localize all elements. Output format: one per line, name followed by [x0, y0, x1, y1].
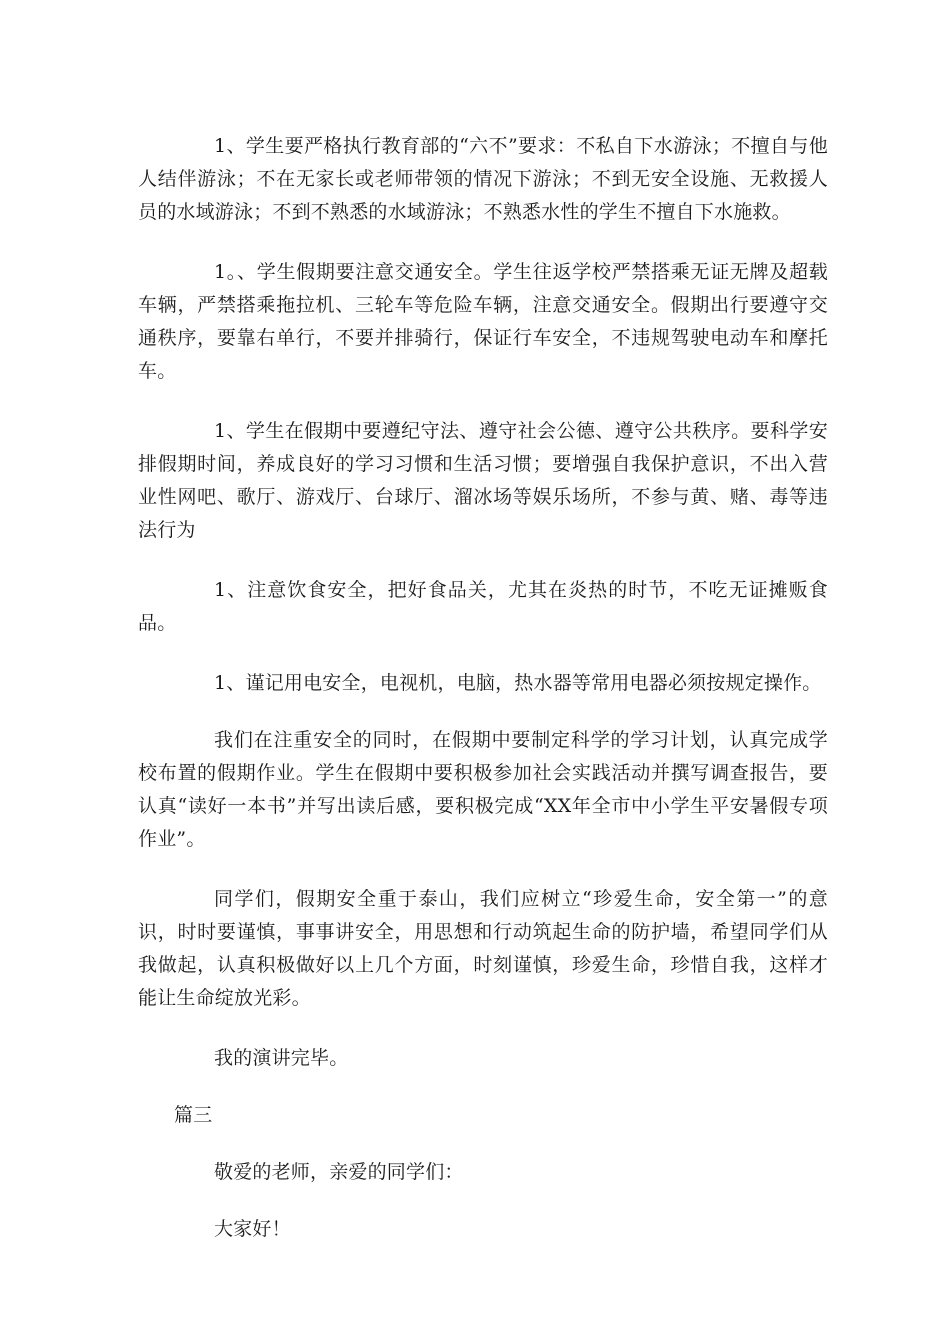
paragraph-electricity-safety: 1、谨记用电安全，电视机，电脑，热水器等常用电器必须按规定操作。: [214, 672, 822, 694]
paragraph-traffic-safety: 1。、学生假期要注意交通安全。学生往返学校严禁搭乘无证无牌及超载车辆，严禁搭乘拖拉机、三轮车等危险车辆，注意交通安全。假期出行要遵守交通秩序，要靠右单行，不要并排骑行，保证行车安全，不违规驾驶电动车和摩托车。: [138, 261, 828, 382]
paragraph-study-plan: 我们在注重安全的同时，在假期中要制定科学的学习计划，认真完成学校布置的假期作业。学生在假期中要积极参加社会实践活动并撰写调查报告，要认真“读好一本书”并写出读后感，要积极完成“XX年全市中小学生平安暑假专项作业”。: [138, 729, 828, 850]
salutation-line: 敬爱的老师，亲爱的同学们：: [214, 1161, 464, 1183]
section-heading: 篇三: [174, 1104, 213, 1126]
paragraph-closing: 我的演讲完毕。: [214, 1047, 349, 1069]
paragraph-food-safety: 1、注意饮食安全，把好食品关，尤其在炎热的时节，不吃无证摊贩食品。: [138, 579, 828, 634]
greeting-line: 大家好！: [214, 1218, 291, 1240]
paragraph-conclusion: 同学们，假期安全重于泰山，我们应树立“珍爱生命，安全第一”的意识，时时要谨慎，事事讲安全，用思想和行动筑起生命的防护墙，希望同学们从我做起，认真积极做好以上几个方面，时刻谨慎，珍爱生命，珍惜自我，这样才能让生命绽放光彩。: [138, 888, 828, 1009]
paragraph-law-and-order: 1、学生在假期中要遵纪守法、遵守社会公德、遵守公共秩序。要科学安排假期时间，养成良好的学习习惯和生活习惯；要增强自我保护意识，不出入营业性网吧、歌厅、游戏厅、台球厅、溜冰场等娱乐场所，不参与黄、赌、毒等违法行为: [138, 420, 828, 541]
document-body: [138, 130, 828, 1270]
paragraph-swimming-safety: 1、学生要严格执行教育部的“六不”要求：不私自下水游泳；不擅自与他人结伴游泳；不在无家长或老师带领的情况下游泳；不到无安全设施、无救援人员的水域游泳；不到不熟悉的水域游泳；不熟悉水性的学生不擅自下水施救。: [138, 135, 828, 223]
